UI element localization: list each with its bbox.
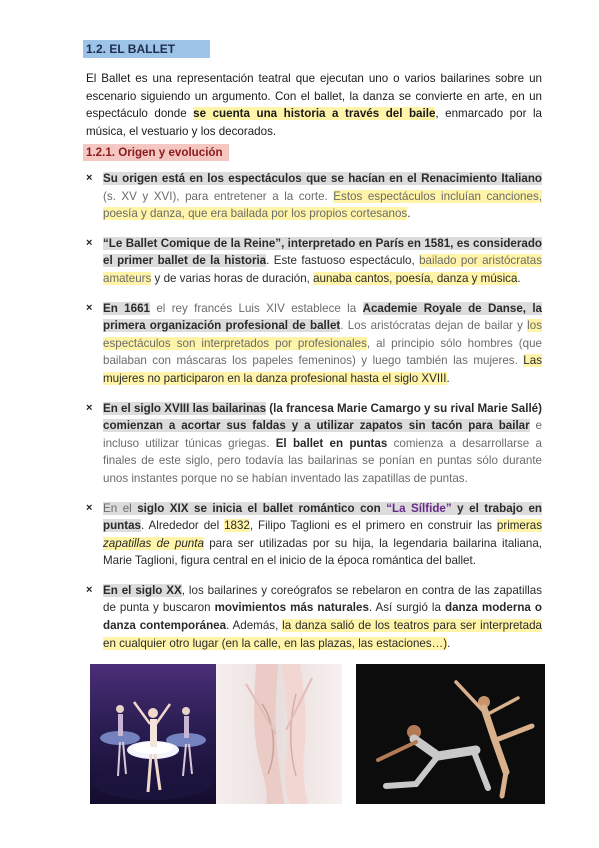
bullet-xx-highlight: la danza salió de los teatros para ser interpretada en cualquier otro lugar (en la calle, en las plazas, las estaciones…) [103,619,542,650]
bullet-xix-sylphide: “La Sílfide” [386,501,452,515]
bullet-xix-text-2: , Filipo Taglioni es el primero en construir las [249,519,497,533]
bullet-siglo-xix [86,500,542,570]
subsection-heading: 1.2.1. Origen y evolución [83,144,229,161]
bullet-marker-icon: × [86,583,93,596]
bullet-comique-highlight-2: aunaba cantos, poesía, danza y música [313,271,518,285]
bullet-comique-highlight-1: bailado por aristócratas amateurs [103,254,542,285]
ballerinas-tutu-photo [90,664,216,804]
ballerinas-illustration [90,664,216,804]
bullet-comique-text: . Este fastuoso espectáculo, [266,254,420,268]
bullet-1661-text-3: , al principio sólo hombres (que bailaban con máscaras los papeles femeninos) y luego también las mujeres. [103,336,543,368]
bullet-xix-zapatillas: zapatillas de punta [103,536,204,550]
bullet-xx-movimientos: movimientos más naturales [214,601,369,615]
intro-paragraph [86,70,542,140]
bullet-origin-key: Su origen está en los espectáculos que se hacían en el Renacimiento Italiano [103,172,542,185]
bullet-xix-year: 1832 [224,519,250,533]
bullet-comique-text-2: y de varias horas de duración, [151,271,314,285]
bullet-1661-highlight-2: Las mujeres no participaron en la danza profesional hasta el siglo XVIII [103,354,542,385]
bullet-marker-icon: × [86,501,93,514]
bullet-ballet-comique [86,235,542,288]
history-bullet-list [86,170,542,664]
bullet-marker-icon: × [86,172,93,184]
bullet-xx-text: , los bailarines y coreógrafos se rebelaron en contra de las zapatillas de punta y buscaron [103,583,542,615]
bullet-xviii-key: En el siglo XVIII las bailarinas [103,401,267,415]
bullet-xx-end: . [447,636,451,650]
bullet-xviii-highlight: comienzan a acortar sus faldas y a utilizar zapatos sin tacón para bailar [103,419,530,433]
bullet-xviii-puntas: El ballet en puntas [275,436,388,450]
bullet-marker-icon: × [86,236,93,249]
bullet-xx-danza-moderna: danza moderna o danza contemporánea [103,601,542,633]
bullet-1661-end: . [446,371,450,385]
bullet-xx-text-2: . Así surgió la [368,601,445,615]
bullet-marker-icon: × [86,301,93,314]
bullet-siglo-xviii [86,400,542,488]
bullet-comique-end: . [517,271,521,285]
bullet-origin-end: . [407,207,411,221]
bullet-xx-text-3: . Además, [226,619,283,633]
bullet-origin-text: (s. XV y XVI), para entretener a la corte. [103,189,334,203]
bullet-xviii-text-2: comienza a desarrollarse a finales de este siglo, pero todavía las bailarinas se ponían en puntas sólo durante unos instantes porque no se habían inventado las zapatillas de puntas. [103,436,542,485]
bullet-xix-key: siglo XIX se inicia el ballet romántico con [137,501,387,515]
bullet-xix-highlight: primeras [496,519,542,533]
bullet-xx-key: En el siglo XX [103,583,182,597]
bullet-comique-key: “Le Ballet Comique de la Reine”, interpretado en París en 1581, es considerado el primer ballet de la historia [103,236,542,268]
bullet-siglo-xx [86,582,542,652]
photo-strip [90,664,545,804]
bullet-xviii-text: e incluso utilizar túnicas griegas. [103,419,542,450]
pointe-shoes-photo [216,664,342,804]
bullet-1661-text: el rey francés Luis XIV establece la [149,301,363,315]
intro-text-2: , enmarcado por la música, el vestuario y los decorados. [86,107,542,138]
bullet-1661-text-2: . Los aristócratas dejan de bailar y [340,319,528,333]
contemporary-dance-photo [356,664,545,804]
intro-text-1: El Ballet es una representación teatral que ejecutan uno o varios bailarines sobre un escenario siguiendo un argumento. Con el ballet, la danza se convierte en arte, en un espectáculo donde [86,72,542,121]
intro-emphasis: se cuenta una historia a través del baile [193,107,436,121]
bullet-origin-highlight: Estos espectáculos incluían canciones, poesía y danza, que era bailada por los propios cortesanos [103,189,542,221]
bullet-marker-icon: × [86,401,93,414]
bullet-xix-puntas: y el trabajo en puntas [103,501,543,533]
bullet-1661 [86,300,542,388]
bullet-xix-intro: En el [103,501,138,515]
bullet-xix-text: . Alrededor del [141,519,225,533]
contemporary-dancers-illustration [356,664,545,804]
bullet-xix-text-3: para ser utilizadas por su hija, la legendaria bailarina italiana, Marie Taglioni, figura central en el inicio de la época romántica del ballet. [103,536,542,568]
bullet-1661-highlight-1: los espectáculos son interpretados por profesionales [103,319,542,350]
section-heading: 1.2. EL BALLET [83,40,210,58]
bullet-1661-key: En 1661 [103,301,150,315]
bullet-origin [86,170,542,223]
bullet-xviii-names: (la francesa Marie Camargo y su rival Marie Sallé) [266,401,542,415]
bullet-1661-academie: Academie Royale de Danse, la primera organización profesional de ballet [103,301,543,333]
pointe-shoes-illustration [216,664,342,804]
